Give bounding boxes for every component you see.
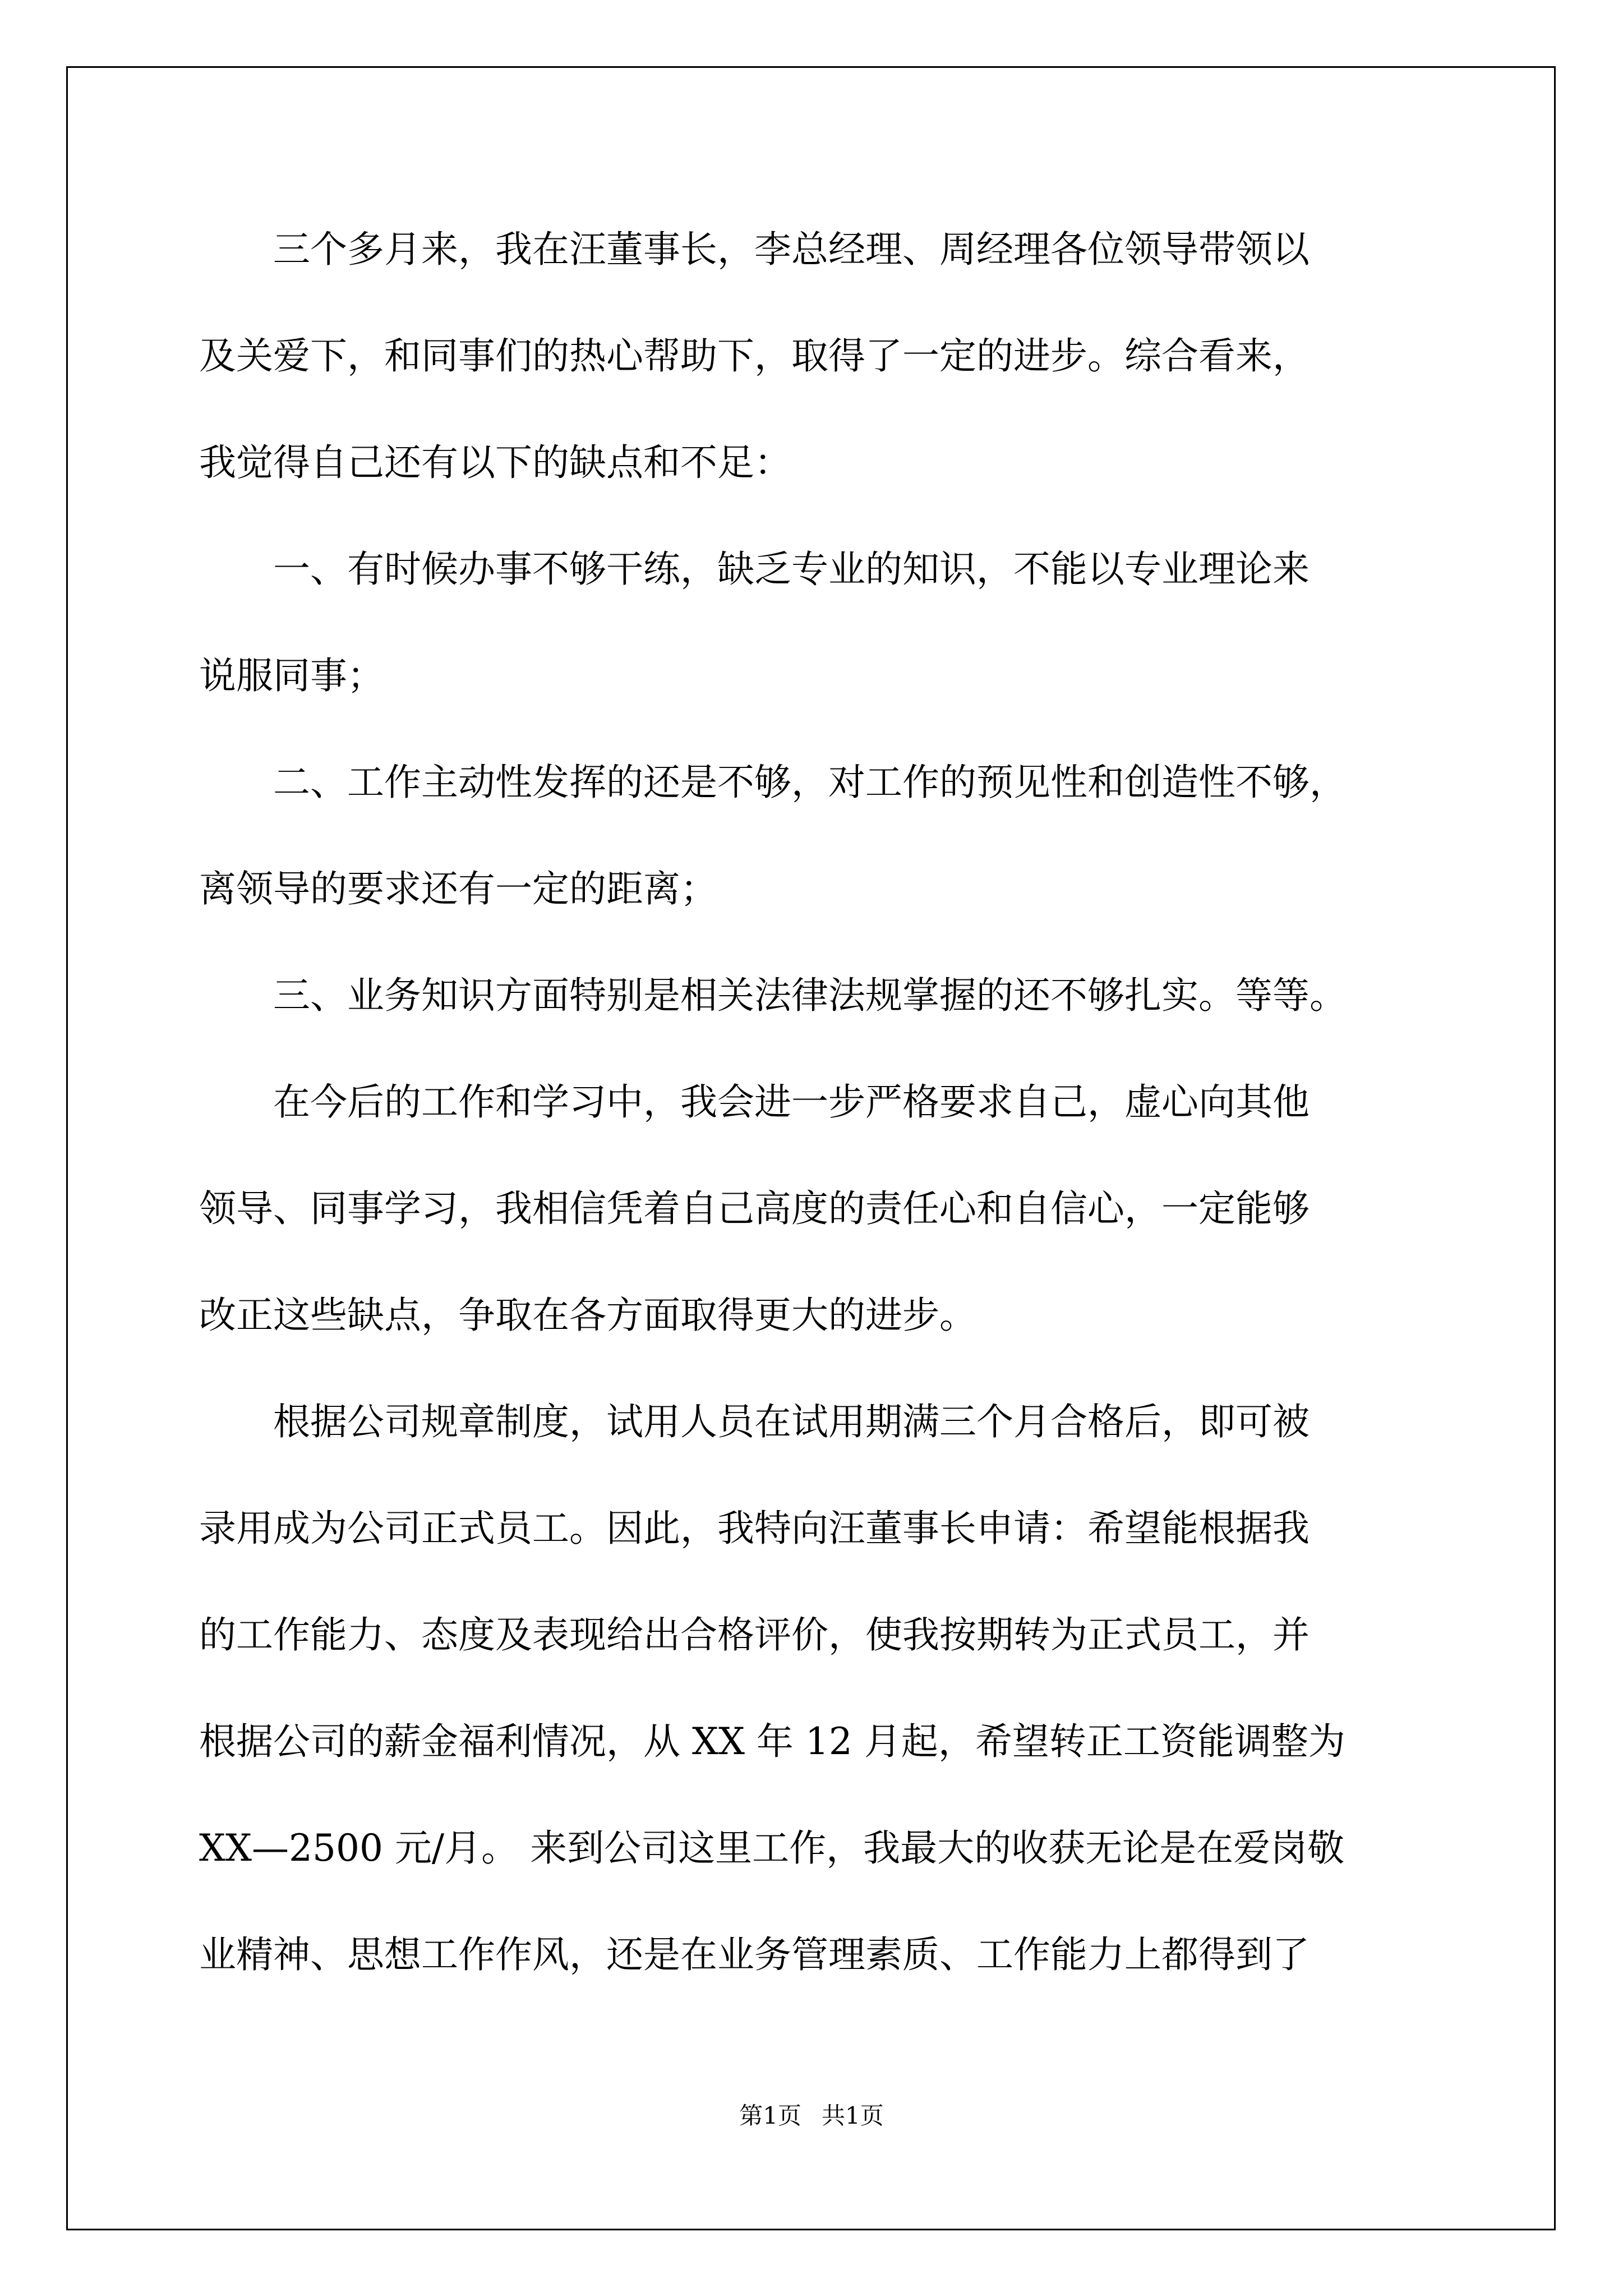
text-line: 我觉得自己还有以下的缺点和不足：: [199, 441, 791, 484]
page-count: 共1页: [822, 2102, 884, 2129]
text-line: 三、业务知识方面特别是相关法律法规掌握的还不够扎实。等等。: [199, 974, 1347, 1017]
text-line: 领导、同事学习，我相信凭着自己高度的责任心和自信心，一定能够: [199, 1187, 1310, 1230]
page-number: 第1页: [739, 2102, 801, 2129]
text-line: 改正这些缺点，争取在各方面取得更大的进步。: [199, 1294, 976, 1337]
text-line: 离领导的要求还有一定的距离；: [199, 867, 717, 910]
text-line: 三个多月来，我在汪董事长，李总经理、周经理各位领导带领以: [199, 228, 1310, 271]
text-line: 根据公司的薪金福利情况，从 XX 年 12 月起，希望转正工资能调整为: [199, 1720, 1345, 1763]
text-line: 一、有时候办事不够干练，缺乏专业的知识，不能以专业理论来: [199, 547, 1310, 591]
text-line: 二、工作主动性发挥的还是不够，对工作的预见性和创造性不够，: [199, 761, 1347, 804]
text-line: XX—2500 元/月。 来到公司这里工作，我最大的收获无论是在爱岗敬: [199, 1826, 1345, 1870]
text-line: 根据公司规章制度，试用人员在试用期满三个月合格后，即可被: [199, 1400, 1310, 1443]
text-line: 业精神、思想工作作风，还是在业务管理素质、工作能力上都得到了: [199, 1933, 1310, 1976]
text-line: 的工作能力、态度及表现给出合格评价，使我按期转为正式员工，并: [199, 1613, 1310, 1657]
text-line: 录用成为公司正式员工。因此，我特向汪董事长申请：希望能根据我: [199, 1507, 1310, 1550]
text-line: 说服同事；: [199, 654, 384, 697]
text-line: 及关爱下，和同事们的热心帮助下，取得了一定的进步。综合看来，: [199, 334, 1310, 378]
page-border: [66, 66, 1556, 2230]
page-footer: [0, 2099, 1623, 2133]
text-line: 在今后的工作和学习中，我会进一步严格要求自己，虚心向其他: [199, 1080, 1310, 1124]
